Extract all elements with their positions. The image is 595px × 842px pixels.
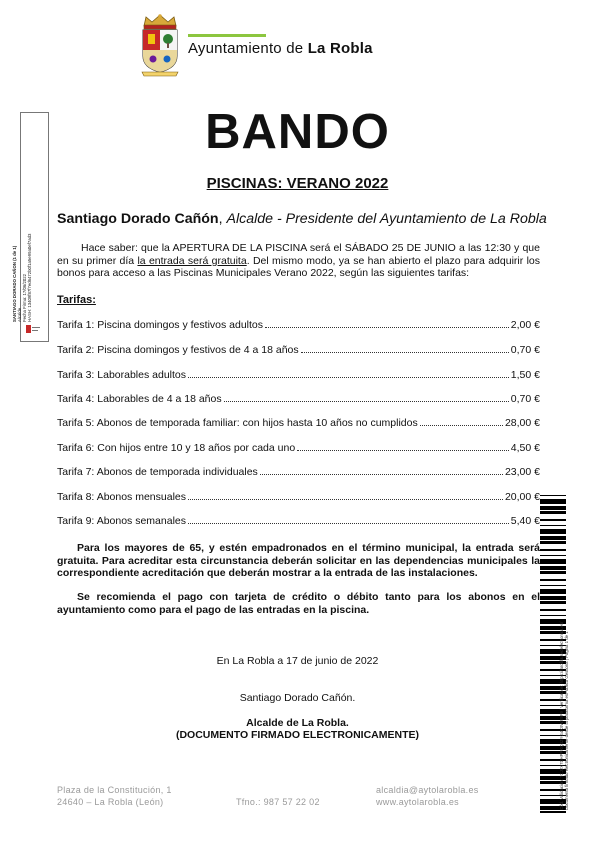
document-title: BANDO xyxy=(205,105,390,159)
tarifas-heading: Tarifas: xyxy=(57,294,96,306)
leader-dots xyxy=(188,499,503,500)
tarifa-row xyxy=(57,465,540,478)
tarifa-price: 1,50 € xyxy=(510,369,540,381)
tarifa-label: Tarifa 8: Abonos mensuales xyxy=(57,491,186,503)
tarifa-price: 2,00 € xyxy=(510,319,540,331)
tarifa-price: 5,40 € xyxy=(510,515,540,527)
leader-dots xyxy=(188,377,509,378)
leader-dots xyxy=(265,327,509,328)
stamp-hash: HASH: 13409f87f7ed6472b0f1a5e99a0ef7ad3 xyxy=(27,233,32,322)
municipality-prefix: Ayuntamiento de xyxy=(188,40,304,57)
tarifa-price: 28,00 € xyxy=(504,417,540,429)
tarifa-label: Tarifa 3: Laborables adultos xyxy=(57,369,186,381)
seniors-note: Para los mayores de 65, y estén empadronados en el término municipal, la entrada será gratuita. Para acreditar esta circunstancia deberán solicitar en las dependencias municipales la correspondiente acreditación que deberán mostrar a la entrada de las instalaciones. xyxy=(57,542,540,579)
payment-note: Se recomienda el pago con tarjeta de crédito o débito tanto para los abonos en el ayuntamiento como para el pago de las entradas en la piscina. xyxy=(57,591,540,616)
intro-text-2: . Del mismo modo, ya se han abierto el plazo para adquirir los bonos para acceso a las Piscinas Municipales Verano 2022, según las siguientes tarifas: xyxy=(57,254,540,279)
tarifa-price: 20,00 € xyxy=(504,491,540,503)
tarifa-label: Tarifa 9: Abonos semanales xyxy=(57,515,186,527)
mayor-name: Santiago Dorado Cañón xyxy=(57,211,219,227)
stamp-position: Alcalde xyxy=(17,307,22,322)
leader-dots xyxy=(188,523,509,524)
intro-underlined-text: la entrada será gratuita xyxy=(137,254,247,267)
signatory-role: Alcalde de La Robla. xyxy=(246,717,349,729)
leader-dots xyxy=(420,425,503,426)
mayor-role: Alcalde - Presidente del Ayuntamiento de La Robla xyxy=(226,211,547,227)
tarifa-row xyxy=(57,368,540,381)
document-subtitle: PISCINAS: VERANO 2022 xyxy=(206,175,389,192)
coat-of-arms-logo xyxy=(138,12,182,78)
tarifa-row xyxy=(57,392,540,405)
verification-platform-line: Documento firmado electrónicamente desde la plataforma esPublico Gestiona | Página 1 de 1 xyxy=(564,631,569,810)
stamp-date: Fecha Firma: 17/06/2022 xyxy=(22,273,27,322)
signed-electronically-note: (DOCUMENTO FIRMADO ELECTRONICAMENTE) xyxy=(175,729,420,741)
header-accent-bar xyxy=(188,34,266,37)
footer-email-link[interactable]: alcaldia@aytolarobla.es xyxy=(376,785,479,795)
barcode-bar xyxy=(540,499,566,504)
tarifa-price: 0,70 € xyxy=(510,393,540,405)
footer-address-line2: 24640 – La Robla (León) xyxy=(57,797,164,807)
leader-dots xyxy=(260,474,503,475)
mayor-line: Santiago Dorado Cañón, Alcalde - Presidente del Ayuntamiento de La Robla xyxy=(57,211,547,227)
leader-dots xyxy=(297,450,509,451)
tarifa-row xyxy=(57,416,540,429)
tarifa-price: 4,50 € xyxy=(510,442,540,454)
tarifa-price: 0,70 € xyxy=(510,344,540,356)
signatory-name: Santiago Dorado Cañón. xyxy=(239,692,356,704)
barcode-bar xyxy=(540,495,566,496)
intro-paragraph xyxy=(57,242,540,280)
leader-dots xyxy=(224,401,509,402)
tarifa-row xyxy=(57,441,540,454)
tarifa-label: Tarifa 4: Laborables de 4 a 18 años xyxy=(57,393,222,405)
leader-dots xyxy=(301,352,509,353)
tarifa-row xyxy=(57,514,540,527)
stamp-crest-icon xyxy=(26,325,40,333)
tarifa-row xyxy=(57,343,540,356)
footer-phone: Tfno.: 987 57 22 02 xyxy=(236,797,320,807)
tarifa-label: Tarifa 6: Con hijos entre 10 y 18 años por cada uno xyxy=(57,442,296,454)
municipality-town: La Robla xyxy=(307,40,373,57)
tarifa-price: 23,00 € xyxy=(504,466,540,478)
tarifa-row xyxy=(57,490,540,503)
municipality-name xyxy=(188,40,373,57)
footer-address-line1: Plaza de la Constitución, 1 xyxy=(57,785,172,795)
tarifa-row xyxy=(57,318,540,331)
date-line: En La Robla a 17 de junio de 2022 xyxy=(216,655,379,667)
tarifa-label: Tarifa 2: Piscina domingos y festivos de 4 a 18 años xyxy=(57,344,299,356)
footer-web-link[interactable]: www.aytolarobla.es xyxy=(376,797,459,807)
verification-text xyxy=(559,510,569,810)
tarifa-label: Tarifa 7: Abonos de temporada individuales xyxy=(57,466,258,478)
intro-text-1: Hace saber: que la APERTURA DE LA PISCINA será el SÁBADO 25 DE JUNIO a las 12:30 y que en su primer día xyxy=(57,242,540,267)
tarifa-label: Tarifa 5: Abonos de temporada familiar: con hijos hasta 10 años no cumplidos xyxy=(57,417,418,429)
barcode-bar xyxy=(540,811,566,813)
tarifa-label: Tarifa 1: Piscina domingos y festivos adultos xyxy=(57,319,264,331)
verification-code-line: Cód. Validación: 7CJ2X7DHPPKQ3ZYG4K9WX9F9 | Verificación: https://larobla.sedelectronica.es/ xyxy=(559,621,564,810)
stamp-signer: SANTIAGO DORADO CAÑON (1 de 1) xyxy=(12,245,17,322)
